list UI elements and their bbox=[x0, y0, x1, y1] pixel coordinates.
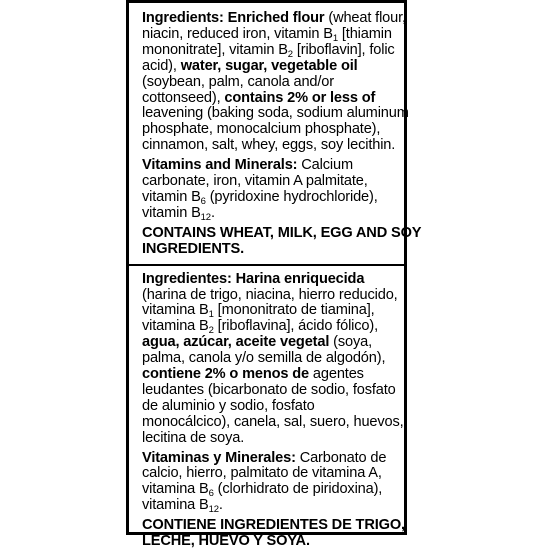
vitamins-text: vitamina B bbox=[142, 497, 209, 514]
vitamins-text: vitamin B bbox=[142, 204, 201, 221]
vitamins-text: calcio, hierro, palmitato de vitamina A, bbox=[142, 465, 382, 482]
vitamins-text: . bbox=[210, 204, 215, 221]
vitaminas-label: Vitaminas y Minerales: bbox=[142, 449, 296, 466]
allergen-line: INGREDIENTS. bbox=[142, 240, 244, 257]
water-sugar-oil-heading: water, sugar, vegetable oil bbox=[180, 57, 358, 74]
subscript: 12 bbox=[208, 504, 219, 516]
ingredients-rest: de aluminio y sodio, fosfato bbox=[142, 397, 315, 414]
subscript: 6 bbox=[200, 195, 206, 207]
spanish-vitamins bbox=[142, 451, 392, 515]
flour-detail: vitamina B bbox=[142, 302, 209, 319]
allergen-line: CONTIENE INGREDIENTES DE TRIGO, bbox=[142, 517, 405, 534]
vitamins-text: vitamina B bbox=[142, 481, 209, 498]
enriched-flour-heading: Enriched flour bbox=[227, 10, 325, 26]
vitamins-text: (clorhidrato de piridoxina), bbox=[213, 481, 383, 498]
vitamins-label: Vitamins and Minerals: bbox=[142, 157, 298, 174]
english-allergen-statement bbox=[142, 224, 422, 258]
ingredients-rest: monocálcico), canela, sal, suero, huevos, bbox=[142, 413, 404, 430]
subscript: 2 bbox=[208, 325, 214, 337]
subscript: 1 bbox=[208, 309, 214, 321]
ingredients-rest: leudantes (bicarbonato de sodio, fosfato bbox=[142, 381, 396, 398]
vitamins-text: Calcium bbox=[297, 157, 353, 174]
flour-detail: vitamina B bbox=[142, 318, 209, 335]
allergen-line: CONTAINS WHEAT, MILK, EGG AND SOY bbox=[142, 224, 422, 241]
flour-detail: niacin, reduced iron, vitamin B bbox=[142, 25, 333, 42]
subscript: 12 bbox=[200, 211, 211, 223]
oil-detail: palma, canola y/o semilla de algodón), bbox=[142, 350, 386, 367]
vitamins-text: (pyridoxine hydrochloride), bbox=[205, 188, 378, 205]
oil-detail: (soybean, palm, canola and/or bbox=[142, 73, 334, 90]
language-divider bbox=[129, 264, 404, 266]
ingredients-rest: cinnamon, salt, whey, eggs, soy lecithin. bbox=[142, 137, 396, 154]
ingredients-label: Ingredients: bbox=[142, 10, 224, 26]
flour-detail: (wheat flour, bbox=[328, 10, 406, 26]
flour-detail: (harina de trigo, niacina, hierro reducido, bbox=[142, 286, 398, 303]
ingredients-panel bbox=[126, 0, 422, 550]
allergen-line: LECHE, HUEVO Y SOYA. bbox=[142, 533, 310, 550]
flour-detail: acid), bbox=[142, 57, 181, 74]
contiene-2pct-heading: contiene 2% o menos de bbox=[142, 366, 310, 383]
flour-detail: [thiamin bbox=[337, 25, 392, 42]
contains-2pct-heading: contains 2% or less of bbox=[224, 89, 376, 106]
flour-detail: [riboflavin], folic bbox=[292, 41, 395, 58]
vitamins-text: vitamin B bbox=[142, 188, 201, 205]
flour-detail: [mononitrato de tiamina], bbox=[213, 302, 375, 319]
ingredients-rest: agentes bbox=[309, 366, 364, 383]
ingredients-rest: phosphate, monocalcium phosphate), bbox=[142, 121, 381, 138]
subscript: 6 bbox=[208, 488, 214, 500]
spanish-ingredients bbox=[142, 270, 404, 447]
vitamins-text: Carbonato de bbox=[295, 449, 387, 466]
ingredientes-label: Ingredientes: bbox=[142, 270, 232, 287]
flour-detail: [riboflavina], ácido fólico), bbox=[213, 318, 379, 335]
vitamins-text: . bbox=[218, 497, 223, 514]
subscript: 1 bbox=[332, 32, 338, 44]
oil-detail: cottonseed), bbox=[142, 89, 225, 106]
english-vitamins bbox=[142, 158, 392, 222]
flour-detail: mononitrate], vitamin B bbox=[142, 41, 288, 58]
agua-azucar-aceite-heading: agua, azúcar, aceite vegetal bbox=[142, 334, 330, 351]
oil-detail: (soya, bbox=[329, 334, 372, 351]
subscript: 2 bbox=[287, 48, 293, 60]
vitamins-text: carbonate, iron, vitamin A palmitate, bbox=[142, 173, 368, 190]
harina-heading: Harina enriquecida bbox=[235, 270, 365, 287]
ingredients-rest: leavening (baking soda, sodium aluminum bbox=[142, 105, 409, 122]
english-ingredients bbox=[142, 10, 409, 154]
spanish-allergen-statement bbox=[142, 517, 405, 550]
ingredients-rest: lecitina de soya. bbox=[142, 429, 245, 446]
